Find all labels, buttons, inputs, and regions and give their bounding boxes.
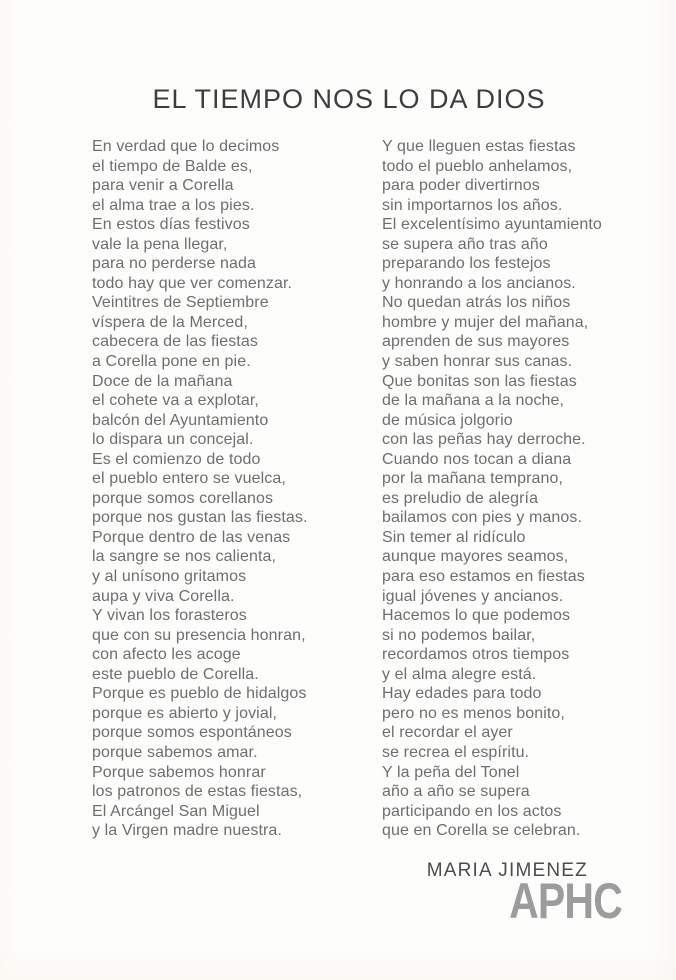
poem-line: el alma trae a los pies. [92, 196, 255, 214]
poem-line: recordamos otros tiempos [382, 646, 570, 664]
poem-line: para venir a Corella [92, 177, 234, 195]
poem-line: todo el pueblo anhelamos, [382, 157, 573, 175]
poem-line: Veintitres de Septiembre [92, 294, 269, 312]
poem-line: preparando los festejos [382, 255, 551, 273]
poem-line: con las peñas hay derroche. [382, 431, 586, 449]
poem-line: y honrando a los ancianos. [382, 274, 576, 292]
poem-line: y saben honrar sus canas. [382, 353, 573, 371]
poem-line: el tiempo de Balde es, [92, 157, 253, 175]
poem-line: este pueblo de Corella. [92, 665, 259, 683]
poem-line: Que bonitas son las fiestas [382, 372, 577, 390]
poem-line: el recordar el ayer [382, 724, 513, 742]
poem-right-column [382, 137, 602, 841]
poem-line: sin importarnos los años. [382, 196, 563, 214]
poem-line: No quedan atrás los niños [382, 294, 571, 312]
poem-line: para poder divertirnos [382, 177, 540, 195]
poem-line: balcón del Ayuntamiento [92, 411, 269, 429]
poem-line: porque somos corellanos [92, 489, 274, 507]
poem-line: Porque dentro de las venas [92, 528, 291, 546]
poem-line: El excelentísimo ayuntamiento [382, 216, 602, 234]
poem-line: la sangre se nos calienta, [92, 548, 277, 566]
poem-line: Doce de la mañana [92, 372, 233, 390]
poem-line: En estos días festivos [92, 216, 250, 234]
poem-line: El Arcángel San Miguel [92, 802, 260, 820]
poem-line: y la Virgen madre nuestra. [92, 822, 282, 840]
poem-line: los patronos de estas fiestas, [92, 783, 303, 801]
poem-line: se recrea el espíritu. [382, 743, 530, 761]
poem-line: Y la peña del Tonel [382, 763, 520, 781]
poem-line: hombre y mujer del mañana, [382, 313, 589, 331]
poem-line: porque es abierto y jovial, [92, 704, 278, 722]
poem-line: Y que lleguen estas fiestas [382, 138, 576, 155]
poem-line: Sin temer al ridículo [382, 528, 526, 546]
poem-line: Hay edades para todo [382, 685, 542, 703]
poem-line: cabecera de las fiestas [92, 333, 258, 351]
poem-line: víspera de la Merced, [92, 313, 248, 331]
poem-line: para no perderse nada [92, 255, 256, 273]
poem-line: pero no es menos bonito, [382, 704, 565, 722]
poem-line: porque sabemos amar. [92, 743, 258, 761]
poem-line: para eso estamos en fiestas [382, 568, 585, 586]
poem-line: Porque sabemos honrar [92, 763, 266, 781]
poem-line: Porque es pueblo de hidalgos [92, 685, 307, 703]
poem-line: por la mañana temprano, [382, 470, 564, 488]
author-name: MARIA JIMENEZ [426, 860, 588, 881]
poem-line: el cohete va a explotar, [92, 392, 259, 410]
poem-line: que con su presencia honran, [92, 626, 306, 644]
poem-line: Es el comienzo de todo [92, 450, 261, 468]
poem-line: porque nos gustan las fiestas. [92, 509, 308, 527]
poem-line: con afecto les acoge [92, 646, 241, 664]
poem-line: lo dispara un concejal. [92, 431, 254, 449]
poem-line: Hacemos lo que podemos [382, 607, 571, 625]
poem-line: todo hay que ver comenzar. [92, 274, 293, 292]
poem-line: es preludio de alegría [382, 489, 539, 507]
poem-line: si no podemos bailar, [382, 626, 536, 644]
poem-line: a Corella pone en pie. [92, 353, 251, 371]
poem-line: vale la pena llegar, [92, 235, 228, 253]
poem-left-column [92, 137, 308, 841]
poem-line: participando en los actos [382, 802, 562, 820]
poem-line: porque somos espontáneos [92, 724, 292, 742]
poem-line: y el alma alegre está. [382, 665, 537, 683]
poem-line: Cuando nos tocan a diana [382, 450, 572, 468]
poem-line: año a año se supera [382, 783, 530, 801]
poem-line: y al unísono gritamos [92, 568, 247, 586]
poem-line: bailamos con pies y manos. [382, 509, 583, 527]
poem-line: de la mañana a la noche, [382, 392, 565, 410]
poem-line: aprenden de sus mayores [382, 333, 570, 351]
poem-line: aunque mayores seamos, [382, 548, 569, 566]
poem-line: Y vivan los forasteros [92, 607, 247, 625]
aphc-watermark: APHC [509, 873, 622, 929]
poem-line: aupa y viva Corella. [92, 587, 235, 605]
poem-line: se supera año tras año [382, 235, 548, 253]
poem-title: EL TIEMPO NOS LO DA DIOS [152, 84, 546, 114]
poem-line: que en Corella se celebran. [382, 822, 581, 840]
poem-line: el pueblo entero se vuelca, [92, 470, 286, 488]
poem-line: igual jóvenes y ancianos. [382, 587, 564, 605]
poem-line: En verdad que lo decimos [92, 138, 280, 155]
poem-line: de música jolgorio [382, 411, 513, 429]
